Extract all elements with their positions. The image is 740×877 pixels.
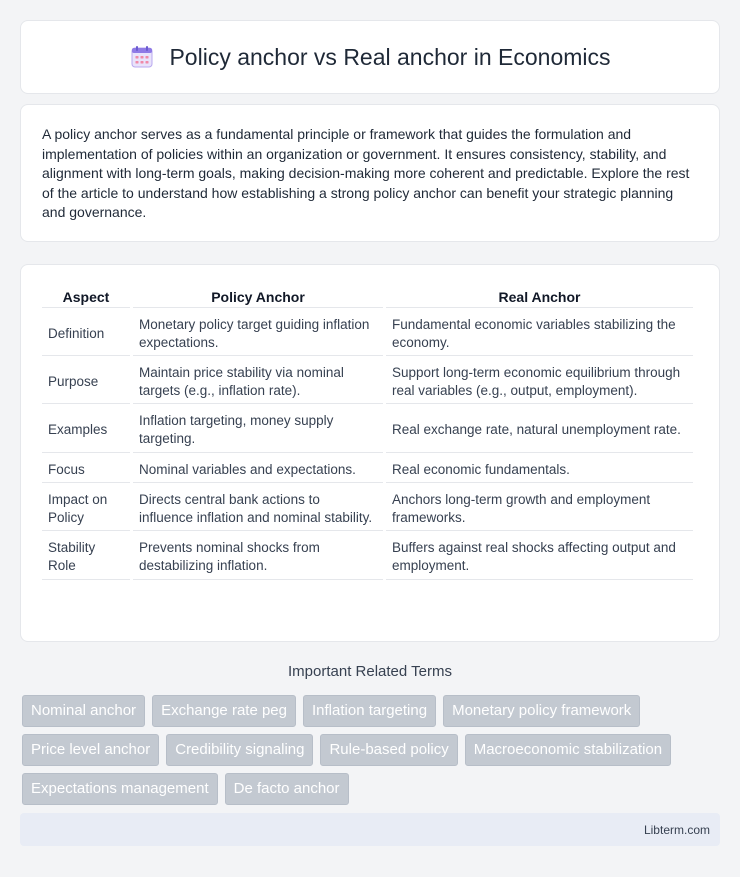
table-row <box>42 453 693 484</box>
tag-credibility-signaling[interactable]: Credibility signaling <box>166 734 313 766</box>
tag-expectations-management[interactable]: Expectations management <box>22 773 218 805</box>
intro-card <box>20 104 720 242</box>
policy-anchor-cell: Inflation targeting, money supply targeting. <box>133 404 383 452</box>
tag-price-level-anchor[interactable]: Price level anchor <box>22 734 159 766</box>
real-anchor-cell: Support long-term economic equilibrium through real variables (e.g., output, employment). <box>386 356 693 404</box>
aspect-cell: Purpose <box>42 356 130 404</box>
real-anchor-cell: Real economic fundamentals. <box>386 453 693 484</box>
table-row <box>42 531 693 579</box>
footer-brand-link[interactable]: Libterm.com <box>643 822 710 837</box>
real-anchor-cell: Anchors long-term growth and employment frameworks. <box>386 483 693 531</box>
header-aspect: Aspect <box>42 285 130 308</box>
comparison-table <box>39 285 696 580</box>
header-real-anchor: Real Anchor <box>386 285 693 308</box>
related-terms-list <box>22 695 722 805</box>
table-row <box>42 356 693 404</box>
aspect-cell: Definition <box>42 308 130 356</box>
table-header-row <box>42 285 693 308</box>
table-row <box>42 404 693 452</box>
policy-anchor-cell: Nominal variables and expectations. <box>133 453 383 484</box>
related-terms-title: Important Related Terms <box>288 663 452 680</box>
policy-anchor-cell: Prevents nominal shocks from destabilizing inflation. <box>133 531 383 579</box>
tag-exchange-rate-peg[interactable]: Exchange rate peg <box>152 695 296 727</box>
aspect-cell: Stability Role <box>42 531 130 579</box>
policy-anchor-cell: Monetary policy target guiding inflation expectations. <box>133 308 383 356</box>
intro-text: A policy anchor serves as a fundamental principle or framework that guides the formulation and implementation of policies within an organization or government. It ensures consistency, stability, and alignment with long-term goals, making decision-making more coherent and predictable. Explore the rest of the article to understand how establishing a strong policy anchor can benefit your strategic planning and governance. <box>42 126 690 221</box>
policy-anchor-cell: Maintain price stability via nominal targets (e.g., inflation rate). <box>133 356 383 404</box>
policy-anchor-cell: Directs central bank actions to influence inflation and nominal stability. <box>133 483 383 531</box>
aspect-cell: Focus <box>42 453 130 484</box>
tag-macroeconomic-stabilization[interactable]: Macroeconomic stabilization <box>465 734 671 766</box>
tag-de-facto-anchor[interactable]: De facto anchor <box>225 773 349 805</box>
table-row <box>42 483 693 531</box>
aspect-cell: Impact on Policy <box>42 483 130 531</box>
real-anchor-cell: Real exchange rate, natural unemployment rate. <box>386 404 693 452</box>
comparison-table-card <box>20 264 720 642</box>
tag-inflation-targeting[interactable]: Inflation targeting <box>303 695 436 727</box>
real-anchor-cell: Buffers against real shocks affecting output and employment. <box>386 531 693 579</box>
tag-nominal-anchor[interactable]: Nominal anchor <box>22 695 145 727</box>
aspect-cell: Examples <box>42 404 130 452</box>
real-anchor-cell: Fundamental economic variables stabilizing the economy. <box>386 308 693 356</box>
header-policy-anchor: Policy Anchor <box>133 285 383 308</box>
table-row <box>42 308 693 356</box>
page-title: Policy anchor vs Real anchor in Economics <box>169 43 611 70</box>
header-card <box>20 20 720 94</box>
calendar-icon <box>129 44 155 70</box>
tag-monetary-policy-framework[interactable]: Monetary policy framework <box>443 695 640 727</box>
tag-rule-based-policy[interactable]: Rule-based policy <box>320 734 457 766</box>
footer <box>20 813 720 846</box>
title-wrap <box>129 44 610 71</box>
